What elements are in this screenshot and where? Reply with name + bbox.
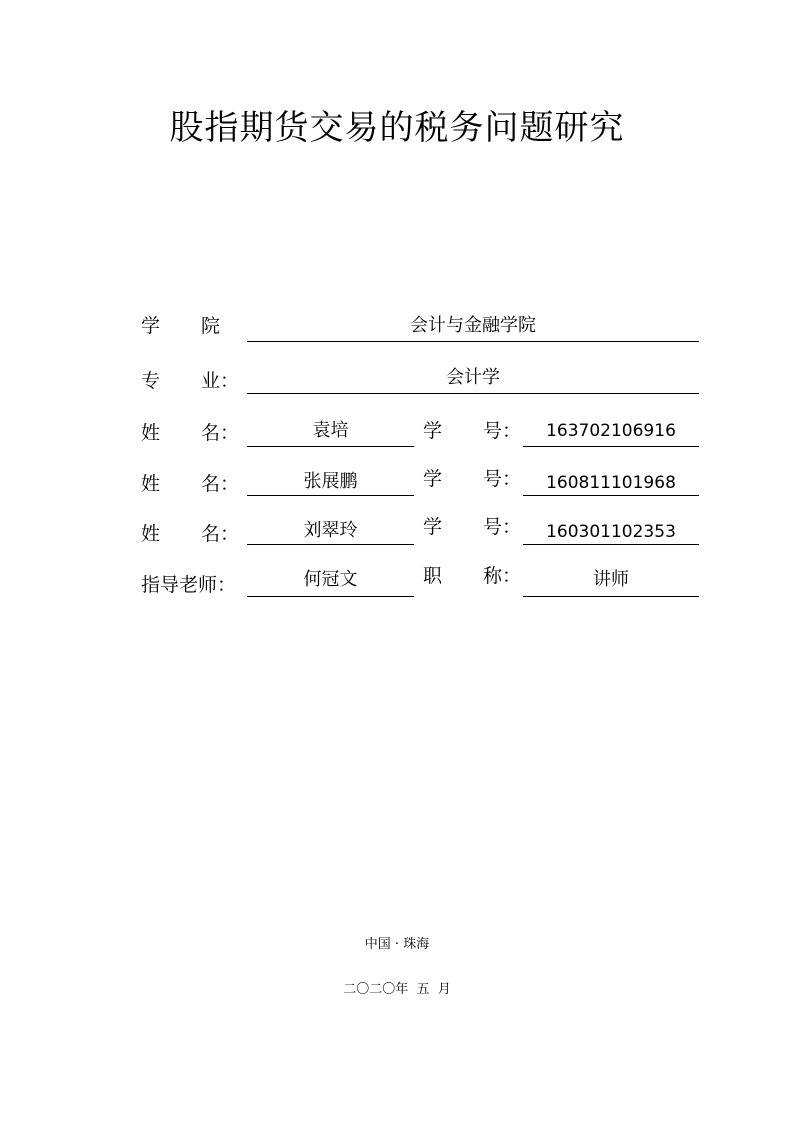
title-underline [523, 596, 699, 597]
student-name-value: 刘翠玲 [303, 520, 358, 541]
major-value: 会计学 [446, 367, 500, 388]
student-name-label-char-1: 姓 [141, 473, 161, 495]
major-underline [247, 393, 699, 394]
student-id-value: 163702106916 [546, 421, 676, 441]
document-title: 股指期货交易的税务问题研究 [169, 108, 625, 148]
student-name-value: 张展鹏 [303, 471, 358, 492]
student-id-label-char-1: 学 [423, 516, 443, 538]
student-name-label-char-1: 姓 [141, 523, 161, 545]
college-value: 会计与金融学院 [410, 315, 536, 336]
student-name-label-char-2: 名： [201, 473, 240, 495]
student-id-value: 160811101968 [546, 473, 676, 493]
college-underline [247, 341, 699, 342]
student-id-label-char-1: 学 [423, 420, 443, 442]
student-id-value: 160301102353 [546, 522, 676, 542]
advisor-value: 何冠文 [303, 569, 358, 590]
student-name-underline [247, 495, 414, 496]
advisor-underline [247, 596, 414, 597]
major-label-char-2: 业： [201, 370, 240, 392]
major-label-char-1: 专 [141, 370, 161, 392]
student-id-label-char-2: 号： [483, 468, 522, 490]
student-id-underline [523, 446, 699, 447]
student-name-underline [247, 446, 414, 447]
student-id-label-char-1: 学 [423, 468, 443, 490]
title-value: 讲师 [593, 569, 629, 590]
title-label-char-2: 称： [483, 565, 522, 587]
student-id-label-char-2: 号： [483, 516, 522, 538]
advisor-label: 指导老师： [141, 574, 237, 596]
college-label-char-2: 院 [201, 315, 221, 337]
title-label-char-1: 职 [423, 565, 443, 587]
footer-date: 二〇二〇年 五 月 [343, 982, 451, 997]
footer-location: 中国 · 珠海 [364, 937, 430, 952]
student-id-underline [523, 495, 699, 496]
student-name-label-char-2: 名： [201, 422, 240, 444]
student-name-value: 袁培 [312, 420, 349, 441]
student-name-label-char-1: 姓 [141, 422, 161, 444]
student-name-underline [247, 544, 414, 545]
student-id-underline [523, 544, 699, 545]
student-id-label-char-2: 号： [483, 420, 522, 442]
college-label-char-1: 学 [141, 315, 161, 337]
student-name-label-char-2: 名： [201, 523, 240, 545]
